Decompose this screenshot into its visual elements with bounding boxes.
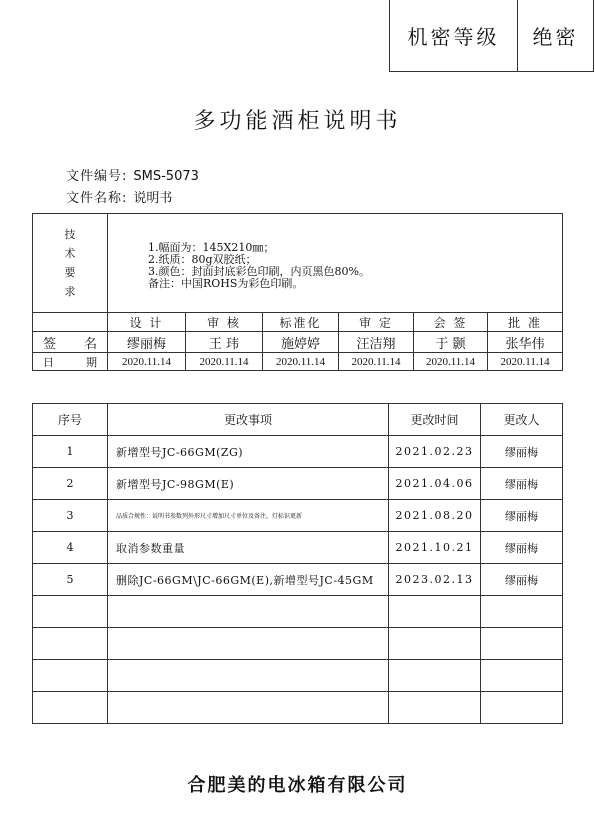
tech-line: 3.颜色：封面封底彩色印刷，内页黑色80%。 — [148, 265, 370, 278]
signature-label: 签 名 — [33, 332, 108, 353]
signature-row — [33, 332, 563, 353]
date-cell: 2020.11.14 — [414, 353, 488, 371]
roles-row — [33, 313, 563, 332]
signature-cell: 于 颢 — [414, 332, 488, 353]
table-row: 2 新增型号JC-98GM(E) 2021.04.06 缪丽梅 — [33, 468, 563, 500]
revision-table — [32, 403, 563, 724]
tech-line: 备注：中国ROHS为彩色印刷。 — [148, 277, 304, 290]
tech-requirements-label: 技 术 要 求 — [33, 214, 108, 313]
header-no: 序号 — [33, 404, 108, 436]
table-row: 4 取消参数重量 2021.10.21 缪丽梅 — [33, 532, 563, 564]
date-row — [33, 353, 563, 371]
table-row: 1 新增型号JC-66GM(ZG) 2021.02.23 缪丽梅 — [33, 436, 563, 468]
header-person: 更改人 — [481, 404, 563, 436]
revision-header-row — [33, 404, 563, 436]
date-cell: 2020.11.14 — [263, 353, 339, 371]
table-row: 5 删除JC-66GM\JC-66GM(E),新增型号JC-45GM 2023.02.13 缪丽梅 — [33, 564, 563, 596]
file-name — [66, 187, 172, 206]
date-label: 日 期 — [33, 353, 108, 371]
role-countersign: 会 签 — [414, 313, 488, 332]
date-cell: 2020.11.14 — [339, 353, 414, 371]
role-approve: 批 准 — [488, 313, 563, 332]
security-level-box — [389, 0, 594, 72]
signature-cell: 缪丽梅 — [108, 332, 186, 353]
roles-blank — [33, 313, 108, 332]
security-level-value: 绝密 — [532, 25, 579, 49]
empty-row — [33, 692, 563, 724]
date-cell: 2020.11.14 — [488, 353, 563, 371]
header-content: 更改事项 — [108, 404, 389, 436]
file-name-label: 文件名称: — [66, 191, 128, 206]
signature-cell: 王 玮 — [186, 332, 263, 353]
file-number-value: SMS-5073 — [133, 169, 199, 184]
date-cell: 2020.11.14 — [186, 353, 263, 371]
security-level-label: 机密等级 — [390, 0, 518, 71]
signature-cell: 张华伟 — [488, 332, 563, 353]
role-verify: 审 定 — [339, 313, 414, 332]
signature-cell: 汪洁翔 — [339, 332, 414, 353]
table-row: 3 品质合规性：说明书参数列外形尺寸增加尺寸单位及备注，灯标识更新 2021.08.20 缪丽梅 — [33, 500, 563, 532]
empty-row — [33, 596, 563, 628]
file-name-value: 说明书 — [133, 191, 173, 206]
role-design: 设 计 — [108, 313, 186, 332]
role-review: 审 核 — [186, 313, 263, 332]
file-number — [66, 165, 199, 184]
header-time: 更改时间 — [389, 404, 481, 436]
approval-table — [32, 213, 563, 371]
signature-cell: 施婷婷 — [263, 332, 339, 353]
role-standard: 标准化 — [263, 313, 339, 332]
date-cell: 2020.11.14 — [108, 353, 186, 371]
file-number-label: 文件编号: — [66, 169, 128, 184]
tech-line: 2.纸质：80g双胶纸； — [148, 253, 257, 266]
company-name: 合肥美的电冰箱有限公司 — [187, 775, 408, 796]
empty-row — [33, 628, 563, 660]
empty-row — [33, 660, 563, 692]
document-title: 多功能酒柜说明书 — [193, 109, 402, 134]
tech-line: 1.幅面为：145X210㎜； — [148, 241, 275, 254]
tech-requirements-text — [108, 214, 563, 313]
